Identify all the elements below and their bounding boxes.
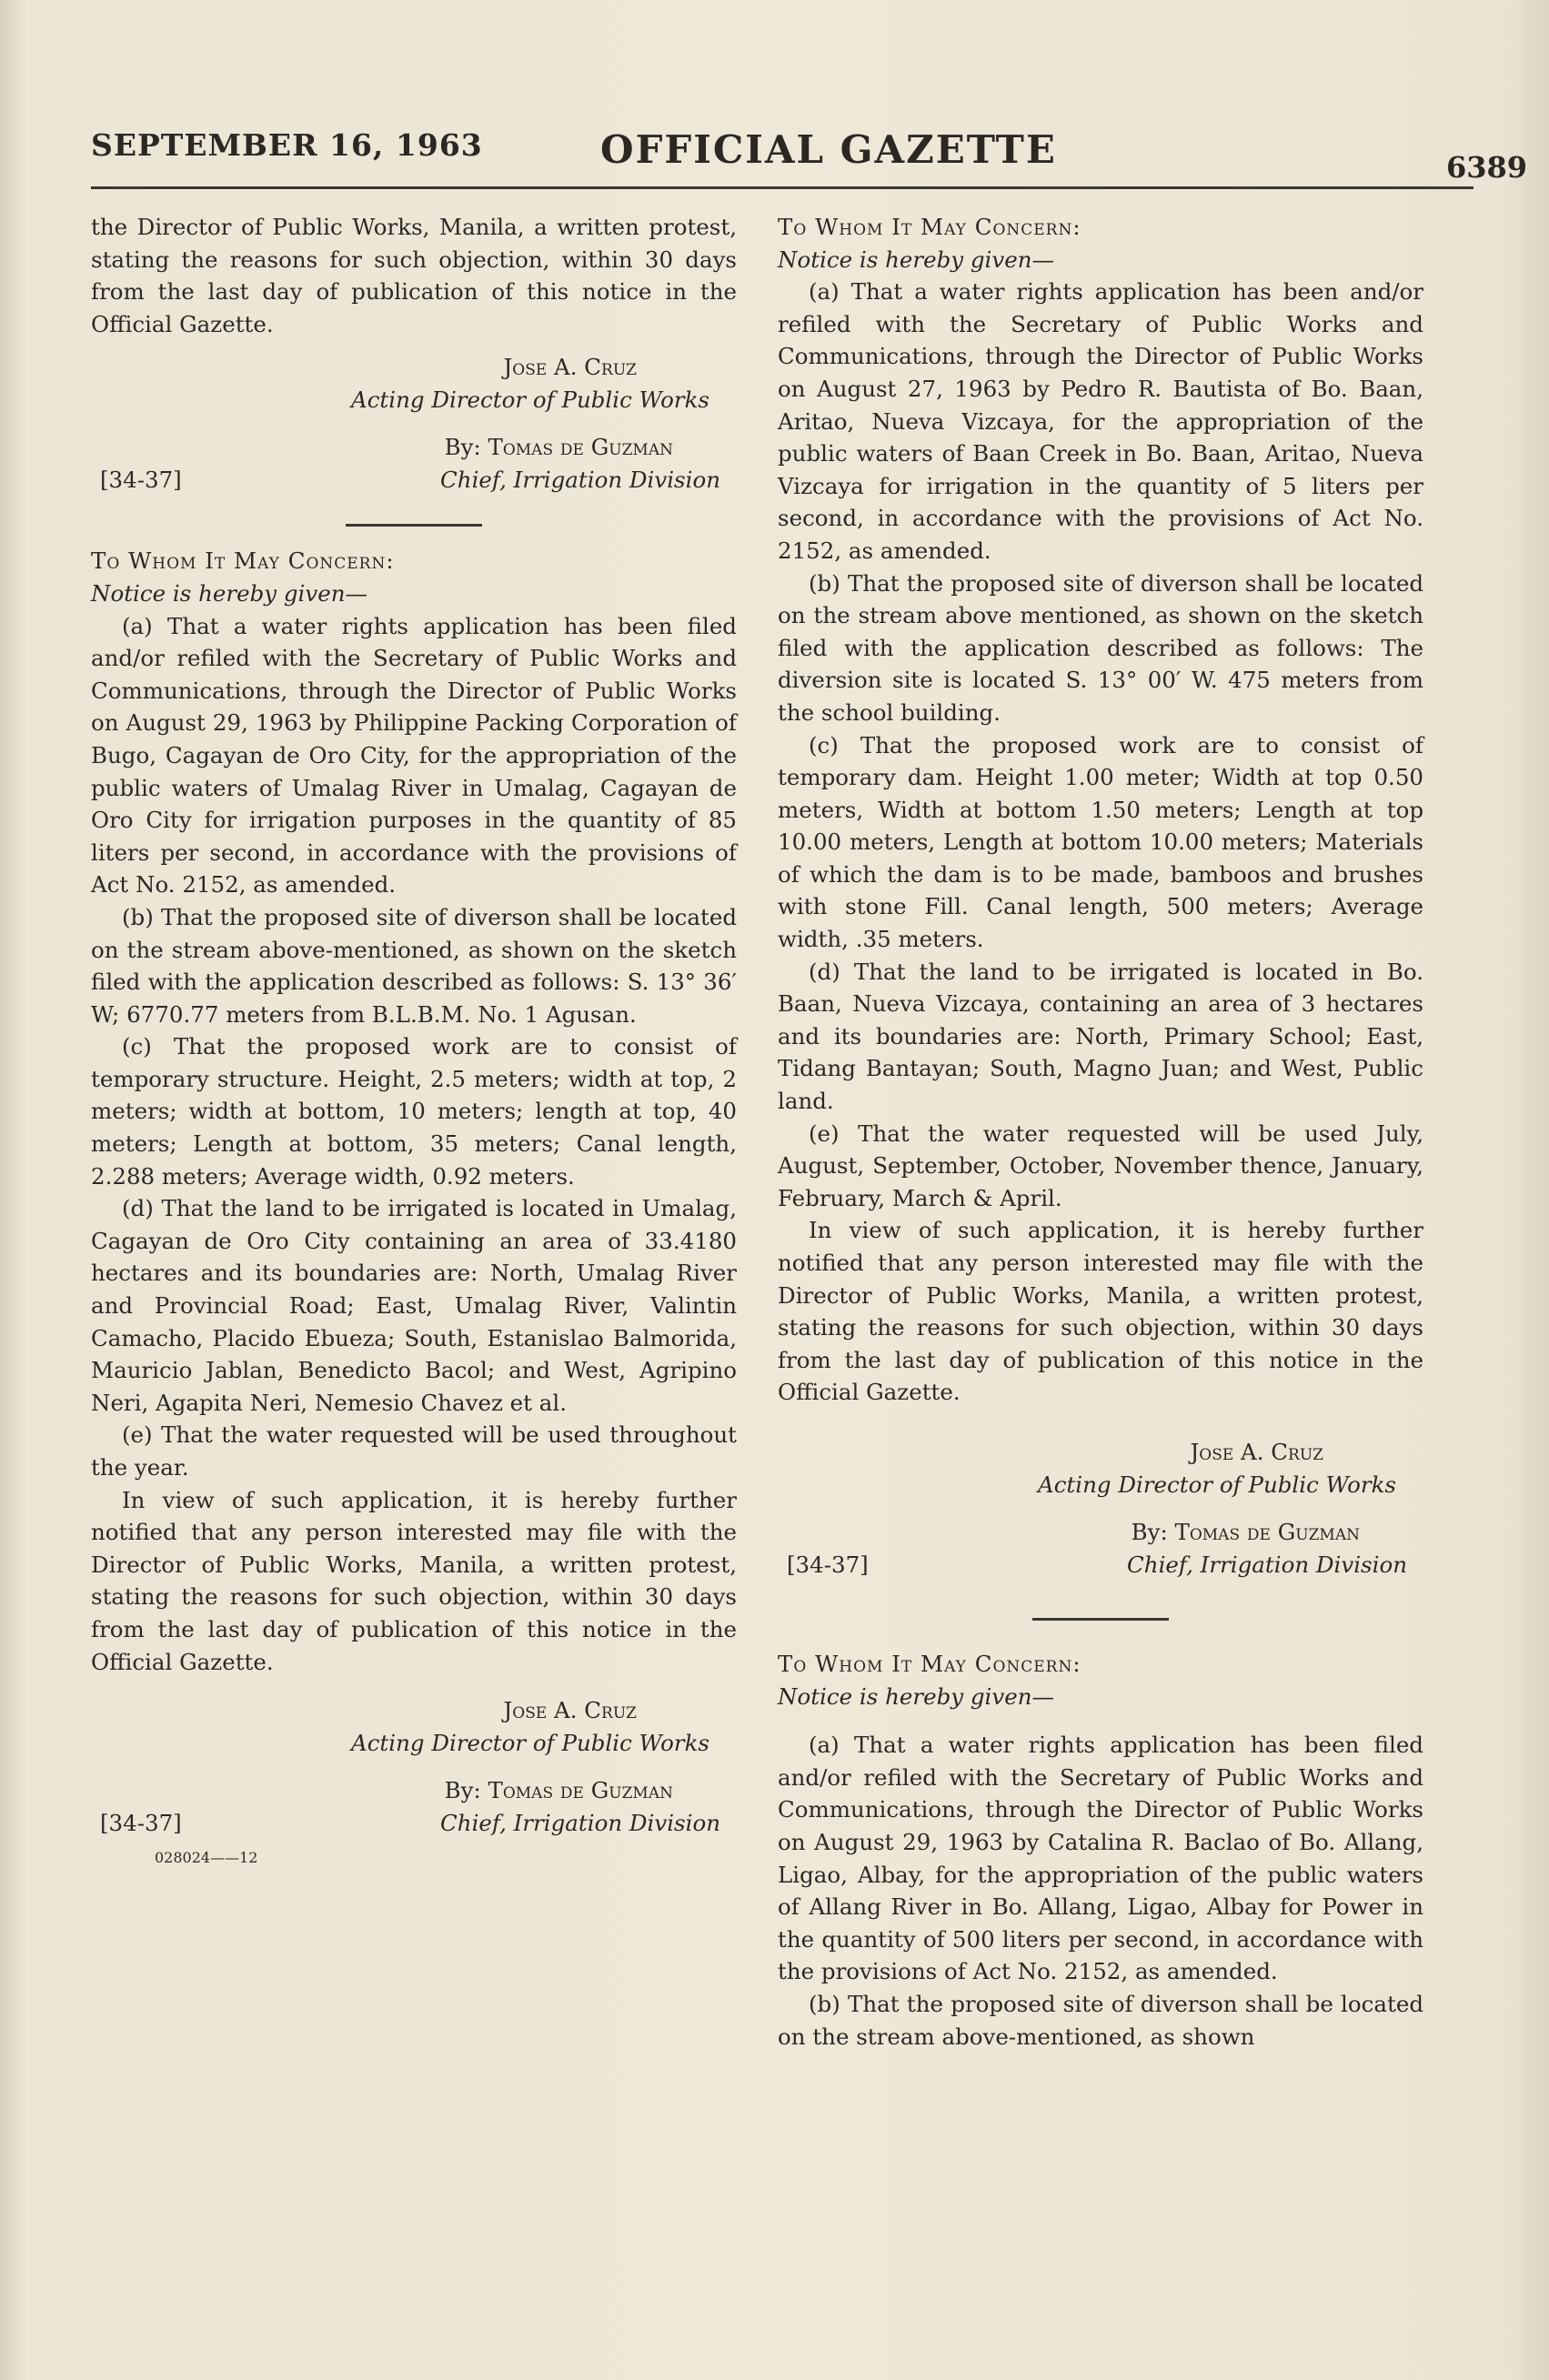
clause-c: (c) That the proposed work are to consist of temporary structure. Height, 2.5 meters; width at top, 2 meters; width at bottom, 10 meters; length at top, 40 meters; Length at bottom, 35 meters; Canal length, 2.288 meters; Average width, 0.92 meters. — [91, 1033, 737, 1190]
signature-block — [91, 351, 737, 524]
reference-number: [34-37] — [787, 1551, 869, 1578]
clause-a: (a) That a water rights application has been and/or refiled with the Secretary of Public Works and Communications, through the Director of Public Works on August 27, 1963 by Pedro R. Bautista of Bo. Baan, Aritao, Nueva Vizcaya, for the appropriation of the public waters of Baan Creek in Bo. Baan, Aritao, Nueva Vizcaya for irrigation in the quantity of 5 liters per second, in accordance with the provisions of Act No. 2152, as amended. — [778, 278, 1423, 564]
signatory-by — [1132, 1516, 1360, 1549]
clause-d: (d) That the land to be irrigated is located in Umalag, Cagayan de Oro City containing an area of 33.4180 hectares and its boundaries are: North, Umalag River and Provincial Road; East, Umalag River, Valintin Camacho, Placido Ebueza; South, Estanislao Balmorida, Mauricio Jablan, Benedicto Bacol; and West, Agripino Neri, Agapita Neri, Nemesio Chavez et al. — [91, 1195, 737, 1416]
signatory-title: Acting Director of Public Works — [351, 1730, 709, 1757]
signatory-chief: Chief, Irrigation Division — [440, 1810, 720, 1837]
by-label: By: — [444, 434, 481, 461]
reference-number: [34-37] — [100, 1810, 182, 1837]
by-name: Tomas de Guzman — [488, 1777, 673, 1804]
by-name: Tomas de Guzman — [488, 434, 673, 461]
clause-d: (d) That the land to be irrigated is located in Bo. Baan, Nueva Vizcaya, containing an area of 3 hectares and its boundaries are: North, Primary School; East, Tidang Bantayan; South, Magno Juan; and West, Public land. — [778, 958, 1423, 1115]
header-date: SEPTEMBER 16, 1963 — [91, 127, 483, 163]
carryover-paragraph: the Director of Public Works, Manila, a written protest, stating the reasons for such objection, within 30 days from the last day of publication of this notice in the Official Gazette. — [91, 214, 737, 337]
signatory-name: Jose A. Cruz — [503, 354, 637, 381]
notice-heading: To Whom It May Concern: — [778, 214, 1081, 240]
notice-given: Notice is hereby given— — [91, 579, 368, 607]
reference-number: [34-37] — [100, 467, 182, 494]
by-label: By: — [1131, 1518, 1168, 1545]
notice-heading: To Whom It May Concern: — [91, 547, 395, 575]
signatory-name: Jose A. Cruz — [1190, 1438, 1323, 1465]
by-label: By: — [444, 1777, 481, 1804]
clause-b: (b) That the proposed site of diverson shall be located on the stream above mentioned, as shown on the sketch filed with the application described as follows: The diversion site is located S. 13° 00′ W. 475 meters from the school building. — [778, 569, 1423, 726]
notice-given: Notice is hereby given— — [778, 246, 1055, 273]
page-number: 6389 — [1446, 150, 1528, 185]
header-rule — [91, 186, 1474, 189]
signatory-title: Acting Director of Public Works — [1038, 1471, 1396, 1498]
clause-b: (b) That the proposed site of diverson shall be located on the stream above-mentioned, as shown on the sketch filed with the application described as follows: S. 13° 36′ W; 6770.77 meters from B.L.B.M. No. 1 Agusan. — [91, 903, 737, 1028]
print-code: 028024——12 — [155, 1849, 258, 1867]
signatory-by — [445, 431, 673, 464]
notice-view: In view of such application, it is hereby further notified that any person interested may file with the Director of Public Works, Manila, a written protest, stating the reasons for such objection, within 30 days from the last day of publication of this notice in the Official Gazette. — [91, 1486, 737, 1675]
signatory-chief: Chief, Irrigation Division — [1127, 1551, 1407, 1578]
clause-a: (a) That a water rights application has been filed and/or refiled with the Secretary of Public Works and Communications, through the Director of Public Works on August 29, 1963 by Philippine Packing Corporation of Bugo, Cagayan de Oro City, for the appropriation of the public waters of Umalag River in Umalag, Cagayan de Oro City for irrigation purposes in the quantity of 85 liters per second, in accordance with the provisions of Act No. 2152, as amended. — [91, 612, 737, 899]
notice-view: In view of such application, it is hereby further notified that any person interested may file with the Director of Public Works, Manila, a written protest, stating the reasons for such objection, within 30 days from the last day of publication of this notice in the Official Gazette. — [778, 1217, 1423, 1406]
signatory-chief: Chief, Irrigation Division — [440, 467, 720, 494]
clause-e: (e) That the water requested will be used throughout the year. — [91, 1421, 737, 1481]
notice-given: Notice is hereby given— — [778, 1682, 1055, 1710]
signatory-title: Acting Director of Public Works — [351, 387, 709, 414]
signature-block — [778, 1436, 1423, 1591]
header-title: OFFICIAL GAZETTE — [600, 127, 1057, 172]
notice-heading: To Whom It May Concern: — [778, 1650, 1081, 1677]
signatory-name: Jose A. Cruz — [503, 1697, 637, 1724]
section-divider — [346, 524, 482, 527]
signature-block — [91, 1694, 737, 1849]
clause-b: (b) That the proposed site of diverson shall be located on the stream above-mentioned, as shown — [778, 1990, 1423, 2050]
by-name: Tomas de Guzman — [1174, 1518, 1360, 1545]
clause-c: (c) That the proposed work are to consist of temporary dam. Height 1.00 meter; Width at top 0.50 meters, Width at bottom 1.50 meters; Length at top 10.00 meters, Length at bottom 10.00 meters; Materials of which the dam is to be made, bamboos and brushes with stone Fill. Canal length, 500 meters; Average width, .35 meters. — [778, 731, 1423, 953]
section-divider — [1032, 1618, 1169, 1621]
right-column — [778, 211, 1423, 2053]
left-column — [91, 211, 737, 1874]
clause-a: (a) That a water rights application has been filed and/or refiled with the Secretary of Public Works and Communications, through the Director of Public Works on August 29, 1963 by Catalina R. Baclao of Bo. Allang, Ligao, Albay, for the appropriation of the public waters of Allang River in Bo. Allang, Ligao, Albay for Power in the quantity of 500 liters per second, in accordance with the provisions of Act No. 2152, as amended. — [778, 1732, 1423, 1985]
clause-e: (e) That the water requested will be used July, August, September, October, November thence, January, February, March & April. — [778, 1120, 1423, 1211]
signatory-by — [445, 1774, 673, 1807]
